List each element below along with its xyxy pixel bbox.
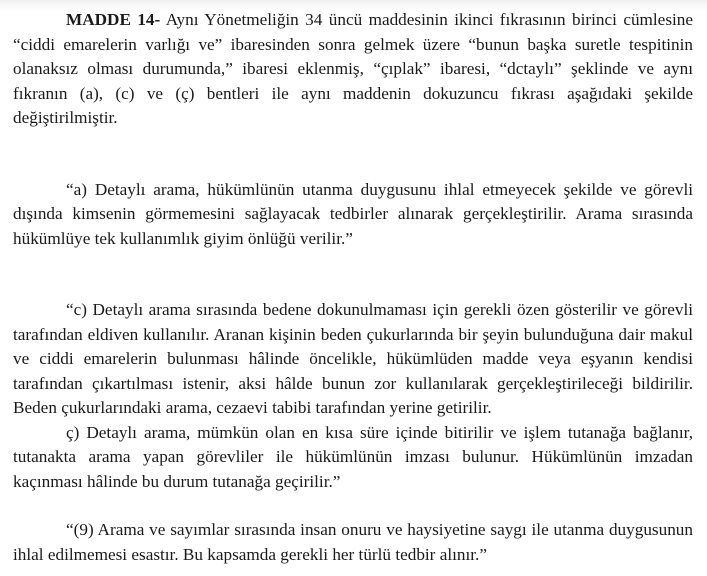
article-intro-paragraph: [13, 8, 693, 131]
article-intro-text: Aynı Yönetmeliğin 34 üncü maddesinin ikinci fıkrasının birinci cümlesine “ciddi emarelerin varlığı ve” ibaresinden sonra gelmek üzere “bunun başka suretle tespitinin olanaksız olması durumunda,” ibaresi eklenmiş, “çıplak” ibaresi, “dctaylı” şeklinde ve aynı fıkranın (a), (c) ve (ç) bentleri ile aynı maddenin dokuzuncu fıkrası aşağıdaki şekilde değiştirilmiştir.: [13, 10, 693, 127]
clause-c-paragraph: “c) Detaylı arama sırasında bedene dokunulmaması için gerekli özen gösterilir ve görevli tarafından eldiven kullanılır. Aranan kişinin beden çukurlarında bir şeyin bulunduğuna dair makul ve ciddi emarelerin bulunması hâlinde öncelikle, hükümlüden madde veya eşyanın kendisi tarafından çıkartılması istenir, aksi hâlde bunun zor kullanılarak gerçekleştirileceği bildirilir. Beden çukurlarındaki arama, cezaevi tabibi tarafından yerine getirilir.: [13, 300, 693, 417]
document-page: [13, 8, 693, 567]
spacer: [13, 131, 693, 178]
spacer: [13, 251, 693, 298]
clause-9-paragraph: “(9) Arama ve sayımlar sırasında insan onuru ve haysiyetine saygı ile utanma duygusunun ihlal edilmemesi esastır. Bu kapsamda gerekli her türlü tedbir alınır.”: [13, 520, 693, 564]
clause-a-paragraph: “a) Detaylı arama, hükümlünün utanma duygusunu ihlal etmeyecek şekilde ve görevli dışında kimsenin görmemesini sağlayacak tedbirler alınarak gerçekleştirilir. Arama sırasında hükümlüye tek kullanımlık giyim önlüğü verilir.”: [13, 179, 693, 248]
spacer: [13, 494, 693, 518]
clause-c-cedilla-paragraph: ç) Detaylı arama, mümkün olan en kısa süre içinde bitirilir ve işlem tutanağa bağlanır, tutanakta arama yapan görevliler ile hükümlünün imzası bulunur. Hükümlünün imzadan kaçınması hâlinde bu durum tutanağa geçirilir.”: [13, 422, 693, 491]
article-heading: MADDE 14-: [66, 10, 161, 29]
